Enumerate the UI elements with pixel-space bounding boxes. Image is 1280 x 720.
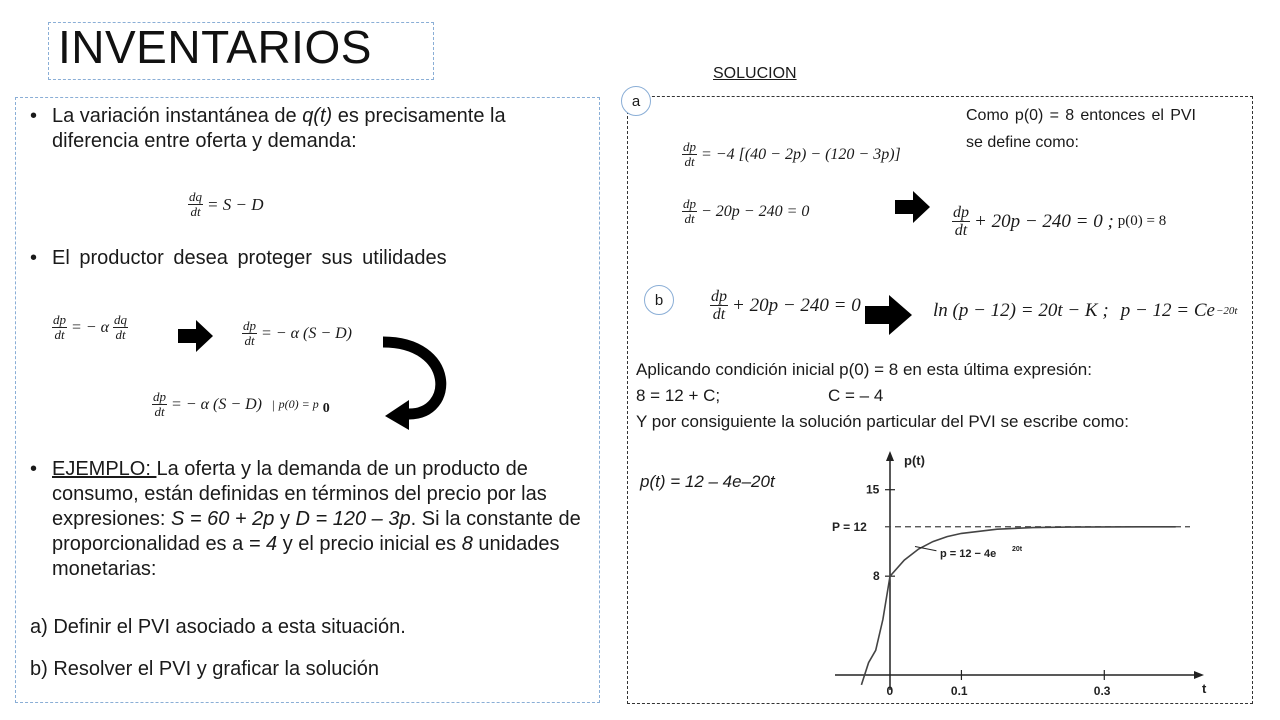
pvi-note: Como p(0) = 8 entonces el PVI se define como: bbox=[966, 107, 1196, 151]
x-axis-arrow bbox=[1194, 671, 1204, 679]
step-label-b: b bbox=[644, 285, 674, 315]
solution-chart bbox=[825, 445, 1205, 700]
y-tick-label: 8 bbox=[873, 569, 880, 584]
eq1-rhs: = S − D bbox=[207, 194, 264, 214]
alpha-value: = 4 bbox=[248, 533, 278, 555]
initial-price: 8 bbox=[461, 533, 473, 555]
eq3-rhs: = − α (S − D) bbox=[261, 324, 352, 342]
supply-expression: S = 60 + 2p bbox=[170, 508, 275, 530]
equation-b1: $\frac{dp}{dt}$ + 20p − 240 = 0 bbox=[711, 288, 861, 323]
eq3-denominator: dt bbox=[244, 333, 255, 348]
eq2-num2: dq bbox=[114, 312, 127, 327]
particular-solution-intro: Y por consiguiente la solución particular del PVI se escribe como: bbox=[636, 412, 1129, 431]
curve-label-exponent: 20t bbox=[1012, 545, 1023, 553]
eq-a1-rhs: = −4 [(40 − 2p) − (120 − 3p)] bbox=[701, 145, 901, 163]
page-title: INVENTARIOS bbox=[58, 21, 372, 73]
bullet-producer: El productor desea proteger sus utilidades bbox=[52, 247, 447, 269]
demand-expression: D = 120 – 3p bbox=[295, 508, 411, 530]
eq-b2: ln (p − 12) = 20t − K ; bbox=[933, 300, 1109, 321]
eq2-den2: dt bbox=[115, 327, 126, 342]
eq4-subscript: 0 bbox=[322, 400, 330, 416]
eq4-condition: p(0) = p bbox=[278, 397, 319, 411]
x-tick-label: 0.1 bbox=[950, 684, 968, 698]
equation-a1: $\frac{dp}{dt}$ = −4 [(40 − 2p) − (120 − 3p)] bbox=[683, 139, 901, 169]
x-axis-label: t bbox=[1202, 681, 1207, 696]
bullet-variation-suffix: es precisamente la diferencia entre oferta y demanda: bbox=[52, 105, 506, 152]
equation-pvi: $\frac{dp}{dt}$ + 20p − 240 = 0 ; p(0) = 8 bbox=[953, 204, 1167, 239]
eq2-num1: dp bbox=[53, 312, 66, 327]
bullet-variation-prefix: La variación instantánea de bbox=[52, 105, 303, 127]
equation-b2 bbox=[933, 300, 1237, 322]
eq1-denominator: dt bbox=[190, 204, 201, 219]
curve-label: p = 12 − 4e bbox=[940, 547, 997, 560]
eq1-numerator: dq bbox=[189, 189, 202, 204]
equation-dp-dq bbox=[52, 313, 128, 342]
eq-a2-rhs: − 20p − 240 = 0 bbox=[701, 202, 810, 220]
equation-dp-sd bbox=[242, 319, 352, 348]
eq-pvi-rhs: + 20p − 240 = 0 ; bbox=[974, 210, 1114, 232]
eq2-mid: = − α bbox=[71, 318, 109, 336]
asymptote-label: P = 12 bbox=[832, 519, 867, 534]
item-b: b) Resolver el PVI y graficar la solución bbox=[30, 658, 380, 680]
bullet-marker: • bbox=[30, 247, 38, 269]
solution-heading: SOLUCION bbox=[713, 65, 797, 82]
constant-line-b: C = – 4 bbox=[828, 386, 884, 405]
eq3-numerator: dp bbox=[243, 318, 256, 333]
bullet-example: EJEMPLO: La oferta y la demanda de un producto de consumo, están definidas en términos del precio por las expresiones: S = 60 + 2p y D = 120 – 3p. Si la constante de proporcionalidad es a = 4 y el precio inicial es 8 unidades monetarias: bbox=[52, 458, 581, 580]
bullet-variation bbox=[52, 104, 542, 154]
initial-condition-line: Aplicando condición inicial p(0) = 8 en esta última expresión: bbox=[636, 360, 1092, 379]
particular-solution: p(t) = 12 – 4e–20t bbox=[640, 472, 775, 491]
bullet-variation-var: q(t) bbox=[302, 105, 333, 127]
bullet-marker: • bbox=[30, 458, 38, 480]
bullet-marker: • bbox=[30, 105, 38, 127]
y-tick-label: 15 bbox=[866, 482, 880, 497]
eq-pvi-condition: p(0) = 8 bbox=[1117, 213, 1167, 229]
curved-arrow-icon bbox=[375, 336, 455, 431]
equation-dq-dt bbox=[188, 190, 263, 219]
constant-line-a: 8 = 12 + C; bbox=[636, 386, 721, 405]
equation-pvi-general: $\frac{dp}{dt}$ = − α (S − D) | p(0) = p 0 bbox=[153, 389, 330, 419]
y-axis-arrow bbox=[886, 451, 894, 461]
arrow-right-icon bbox=[865, 295, 913, 335]
arrow-right-icon bbox=[895, 191, 931, 223]
y-axis-label: p(t) bbox=[904, 453, 925, 468]
eq4-rhs: = − α (S − D) bbox=[171, 395, 262, 413]
arrow-right-icon bbox=[178, 320, 214, 352]
eq2-den1: dt bbox=[54, 327, 65, 342]
example-label: EJEMPLO: bbox=[52, 458, 157, 480]
eq-b3-exponent: −20t bbox=[1215, 305, 1238, 317]
eq4-numerator: dp bbox=[153, 389, 166, 404]
equation-a2: $\frac{dp}{dt}$ − 20p − 240 = 0 bbox=[683, 196, 810, 226]
item-a: a) Definir el PVI asociado a esta situación. bbox=[30, 616, 406, 638]
eq-b3: p − 12 = Ce bbox=[1120, 300, 1215, 321]
eq-b1-rhs: + 20p − 240 = 0 bbox=[732, 294, 861, 316]
x-tick-label: 0 bbox=[886, 684, 894, 698]
step-label-a: a bbox=[621, 86, 651, 116]
x-tick-label: 0.3 bbox=[1093, 684, 1111, 698]
eq4-denominator: dt bbox=[154, 404, 165, 419]
